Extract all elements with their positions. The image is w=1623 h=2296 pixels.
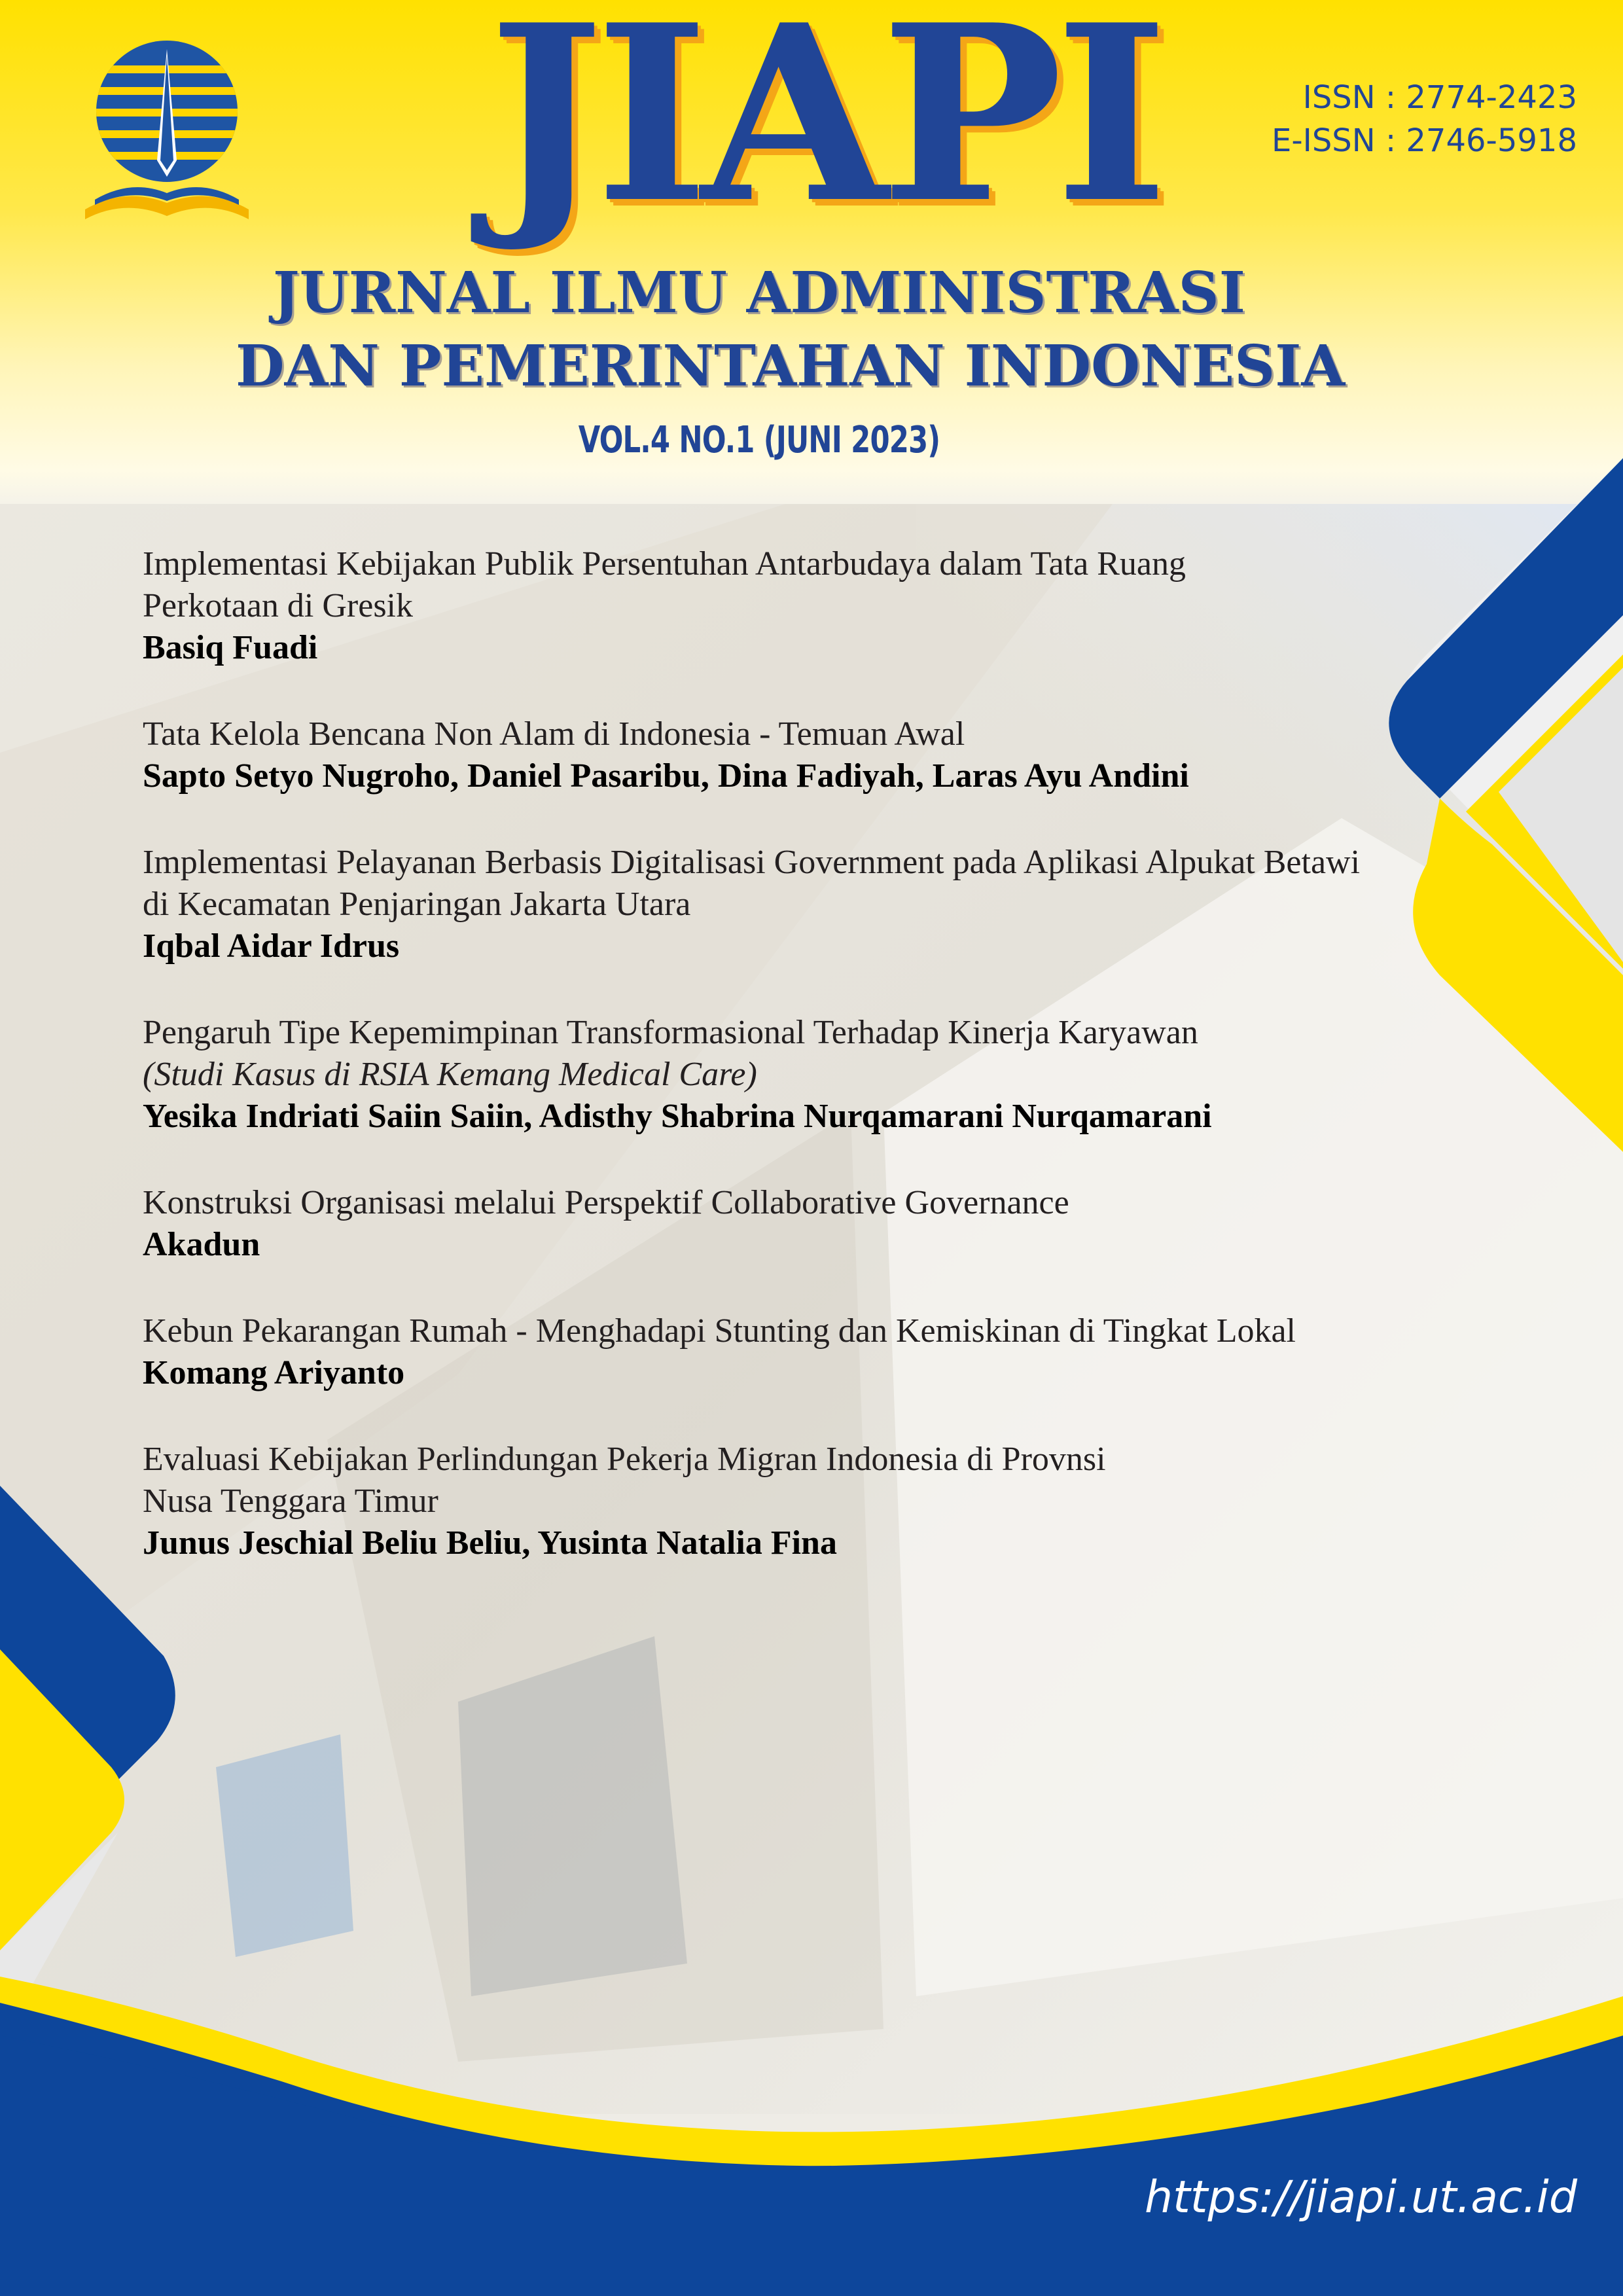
article-entry <box>143 1310 1438 1394</box>
journal-title-logo: JIAPI <box>488 0 1161 257</box>
journal-name-line-2: DAN PEMERINTAHAN INDONESIA <box>236 333 1346 399</box>
issn-text: ISSN : 2774-2423 <box>1302 79 1577 116</box>
article-entry <box>143 1439 1438 1564</box>
article-title-line: Implementasi Kebijakan Publik Persentuhan Antarbudaya dalam Tata Ruang <box>143 545 1186 583</box>
article-authors: Yesika Indriati Saiin Saiin, Adisthy Shabrina Nurqamarani Nurqamarani <box>143 1098 1212 1135</box>
article-title-line: Konstruksi Organisasi melalui Perspektif Collaborative Governance <box>143 1184 1069 1221</box>
article-authors: Junus Jeschial Beliu Beliu, Yusinta Natalia Fina <box>143 1524 837 1562</box>
article-title-line: Pengaruh Tipe Kepemimpinan Transformasional Terhadap Kinerja Karyawan <box>143 1014 1198 1051</box>
university-logo-icon <box>79 36 255 232</box>
table-of-contents <box>143 543 1438 1609</box>
article-title-line: Kebun Pekarangan Rumah - Menghadapi Stunting dan Kemiskinan di Tingkat Lokal <box>143 1312 1296 1350</box>
eissn-text: E-ISSN : 2746-5918 <box>1272 122 1577 159</box>
article-authors: Sapto Setyo Nugroho, Daniel Pasaribu, Dina Fadiyah, Laras Ayu Andini <box>143 757 1189 795</box>
article-entry <box>143 1012 1438 1138</box>
article-authors: Basiq Fuadi <box>143 629 318 666</box>
article-entry <box>143 842 1438 967</box>
journal-full-name <box>236 257 1346 403</box>
article-authors: Akadun <box>143 1226 260 1263</box>
article-title-line: Perkotaan di Gresik <box>143 587 414 624</box>
article-title-line: Implementasi Pelayanan Berbasis Digitalisasi Government pada Aplikasi Alpukat Betawi <box>143 844 1361 881</box>
article-title-line: Tata Kelola Bencana Non Alam di Indonesia - Temuan Awal <box>143 715 965 753</box>
article-entry <box>143 543 1438 669</box>
article-title-line: di Kecamatan Penjaringan Jakarta Utara <box>143 886 691 923</box>
article-entry <box>143 713 1438 797</box>
article-authors: Iqbal Aidar Idrus <box>143 927 400 965</box>
article-entry <box>143 1182 1438 1266</box>
volume-issue: VOL.4 NO.1 (JUNI 2023) <box>578 419 940 461</box>
article-title-line: Evaluasi Kebijakan Perlindungan Pekerja Migran Indonesia di Provnsi <box>143 1441 1106 1478</box>
article-subtitle: (Studi Kasus di RSIA Kemang Medical Care) <box>143 1056 757 1093</box>
journal-name-line-1: JURNAL ILMU ADMINISTRASI <box>273 260 1245 326</box>
article-title-line: Nusa Tenggara Timur <box>143 1482 438 1520</box>
journal-website-link[interactable]: https://jiapi.ut.ac.id <box>1145 2172 1577 2223</box>
article-authors: Komang Ariyanto <box>143 1354 405 1391</box>
issn-block <box>1272 76 1577 162</box>
